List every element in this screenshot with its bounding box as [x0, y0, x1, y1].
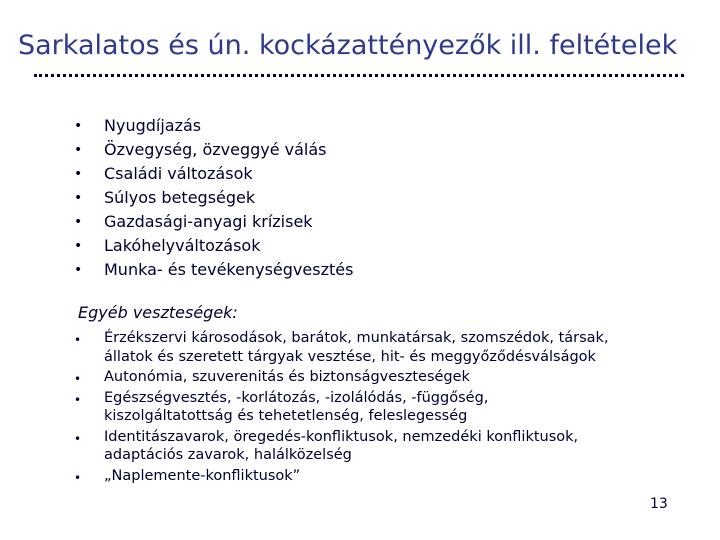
bullet-icon: • [74, 142, 83, 158]
bullet-icon: • [74, 372, 82, 386]
list-item [74, 138, 353, 162]
list-item [74, 210, 353, 234]
list-item-text: Egészségvesztés, -korlátozás, -izolálódás, -függőség, [104, 389, 489, 406]
bullet-icon: • [74, 431, 82, 446]
bullet-icon: • [74, 190, 83, 206]
title-divider [34, 74, 684, 77]
list-item-text: Autonómia, szuverenitás és biztonságveszteségek [104, 369, 470, 385]
list-item-text: Családi változások [104, 164, 253, 183]
bullet-icon: • [74, 118, 83, 134]
list-item-text: Súlyos betegségek [104, 188, 256, 207]
bullet-icon: • [74, 262, 83, 278]
list-item-text: Gazdasági-anyagi krízisek [104, 212, 313, 231]
list-item [74, 186, 353, 210]
list-item-text: Érzékszervi károsodások, barátok, munkatársak, szomszédok, társak, [104, 330, 609, 346]
slide-title: Sarkalatos és ún. kockázattényezők ill. feltételek [18, 30, 678, 61]
list-item [74, 368, 684, 387]
bullet-icon: • [74, 392, 82, 407]
list-item-text-continued: kiszolgáltatottság és tehetetlenség, feleslegesség [104, 408, 468, 424]
list-item-text-continued: adaptációs zavarok, halálközelség [104, 447, 352, 463]
list-item [74, 329, 684, 366]
list-item [74, 114, 353, 138]
bullet-icon: • [74, 470, 82, 485]
list-item [74, 162, 353, 186]
list-item [74, 428, 684, 465]
bullet-icon: • [74, 166, 83, 182]
main-factor-list [74, 114, 353, 282]
list-item-text: Özvegység, özveggyé válás [104, 140, 327, 159]
bullet-icon: • [74, 214, 83, 230]
list-item-text: Identitászavarok, öregedés-konfliktusok, nemzedéki konfliktusok, [104, 428, 579, 445]
page-number: 13 [650, 496, 668, 512]
list-item-text: Nyugdíjazás [104, 116, 202, 135]
list-item [74, 258, 353, 282]
bullet-icon: • [74, 238, 83, 254]
list-item-text: „Naplemente-konfliktusok” [104, 467, 301, 484]
list-item-text: Lakóhelyváltozások [104, 236, 261, 255]
list-item-text-continued: állatok és szeretett tárgyak vesztése, hit- és meggyőződésválságok [104, 348, 596, 365]
other-losses-heading: Egyéb veszteségek: [78, 303, 238, 322]
bullet-icon: • [74, 333, 82, 347]
list-item-text: Munka- és tevékenységvesztés [104, 260, 354, 279]
other-losses-list [74, 329, 684, 487]
list-item [74, 467, 684, 486]
list-item [74, 389, 684, 426]
list-item [74, 234, 353, 258]
